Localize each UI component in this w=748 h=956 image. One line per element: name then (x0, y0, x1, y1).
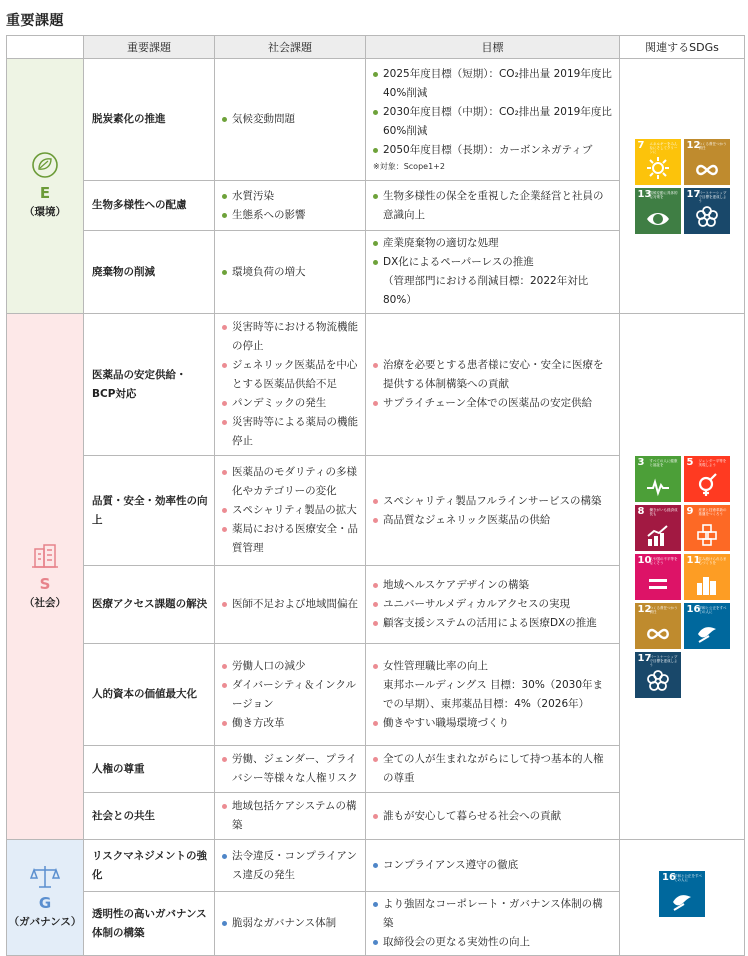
sdg-title: つくる責任つかう責任 (698, 141, 727, 150)
sdg-number: 3 (637, 456, 645, 468)
social-issues (215, 840, 366, 892)
list-item: 水質汚染 (222, 187, 359, 206)
sdg-badge (659, 871, 705, 917)
issue-name: 医薬品の安定供給・BCP対応 (84, 314, 215, 456)
equal-icon (646, 573, 670, 595)
sdg-title: 産業と技術革新の基盤をつくろう (698, 507, 727, 516)
list-item: DX化によるペーパーレスの推進 (373, 253, 613, 272)
category-letter: G (38, 893, 52, 912)
goals (366, 793, 620, 840)
list-item: 働き方改革 (222, 714, 359, 733)
list-item: 産業廃棄物の適切な処理 (373, 234, 613, 253)
list-item: より強固なコーポレート・ガバナンス体制の構築 (373, 895, 613, 933)
list-item: 医薬品のモダリティの多様化やカテゴリーの変化 (222, 463, 359, 501)
category-name: （社会） (24, 596, 66, 609)
list-item: 環境負荷の増大 (222, 263, 359, 282)
sdg-title: パートナーシップで目標を達成しよう (698, 190, 727, 203)
header-category (7, 36, 84, 59)
list-item: 地域ヘルスケアデザインの構築 (373, 576, 613, 595)
sdg-badge (635, 554, 681, 600)
sdg-badge (635, 505, 681, 551)
list-item: スペシャリティ製品の拡大 (222, 501, 359, 520)
sdg-title: 平和と公正をすべての人に (674, 874, 702, 882)
sdg-number: 11 (686, 554, 701, 566)
sdg-grid-g (659, 871, 705, 917)
sdg-number: 13 (637, 188, 652, 200)
leaf-globe-icon (30, 150, 60, 180)
issue-name: 脱炭素化の推進 (84, 59, 215, 181)
list-item: 法令違反・コンプライアンス違反の発生 (222, 847, 359, 885)
category-s (7, 314, 84, 840)
category-name: （ガバナンス） (8, 915, 82, 928)
sdg-title: 働きがいも経済成長も (649, 507, 678, 516)
goals (366, 892, 620, 956)
issue-name: 透明性の高いガバナンス体制の構築 (84, 892, 215, 956)
goals (366, 746, 620, 793)
gender-icon (695, 473, 719, 497)
sdg-badge (684, 139, 730, 185)
issue-name: 人権の尊重 (84, 746, 215, 793)
list-item: 薬局における医療安全・品質管理 (222, 520, 359, 558)
list-item: 地域包括ケアシステムの構築 (222, 797, 359, 835)
sdg-number: 9 (686, 505, 694, 517)
city-icon (695, 573, 719, 595)
sdg-number: 17 (637, 652, 652, 664)
social-issues (215, 892, 366, 956)
heartbeat-icon (646, 477, 670, 497)
infinity-icon (695, 160, 719, 180)
dove-icon (670, 890, 694, 912)
sdg-number: 16 (662, 872, 676, 883)
header-sdgs: 関連するSDGs (620, 36, 745, 59)
sdgs-e (620, 59, 745, 314)
sdg-title: エネルギーをみんなにそしてクリーンに (649, 141, 678, 154)
category-name: （環境） (24, 206, 66, 218)
list-item: 生物多様性の保全を重視した企業経営と社員の意識向上 (373, 187, 613, 225)
goals (366, 314, 620, 456)
sdg-title: 住み続けられるまちづくりを (698, 556, 727, 565)
sdg-number: 7 (637, 139, 645, 151)
issue-name: 人的資本の価値最大化 (84, 644, 215, 746)
sdgs-g (620, 840, 745, 956)
list-item: 脆弱なガバナンス体制 (222, 914, 359, 933)
goals (366, 181, 620, 231)
list-item: 取締役会の更なる実効性の向上 (373, 933, 613, 952)
list-item: 働きやすい職場環境づくり (373, 714, 613, 733)
sdg-number: 8 (637, 505, 645, 517)
sdg-badge (684, 603, 730, 649)
header-goal: 目標 (366, 36, 620, 59)
list-item: サプライチェーン全体での医薬品の安定供給 (373, 394, 613, 413)
sdg-number: 5 (686, 456, 694, 468)
buildings-icon (30, 541, 60, 571)
list-item: スペシャリティ製品フルラインサービスの構築 (373, 492, 613, 511)
sdg-title: すべての人に健康と福祉を (649, 458, 678, 467)
list-item: ダイバーシティ＆インクルージョン (222, 676, 359, 714)
social-issues (215, 746, 366, 793)
sdg-number: 10 (637, 554, 652, 566)
list-item: 生態系への影響 (222, 206, 359, 225)
sdg-title: つくる責任つかう責任 (649, 605, 678, 614)
sdg-title: ジェンダー平等を実現しよう (698, 458, 727, 467)
list-item: 2030年度目標（中期）：CO₂排出量 2019年度比60%削減 (373, 103, 613, 141)
sdg-badge (684, 188, 730, 234)
social-issues (215, 644, 366, 746)
sdg-badge (635, 139, 681, 185)
category-g (7, 840, 84, 956)
goals (366, 59, 620, 181)
sdg-badge (635, 188, 681, 234)
goal-detail: （管理部門における削減目標：2022年対比80%） (383, 275, 589, 306)
issue-name: 廃棄物の削減 (84, 231, 215, 314)
social-issues (215, 59, 366, 181)
social-issues (215, 314, 366, 456)
row-e1 (7, 59, 745, 181)
issue-name: 生物多様性への配慮 (84, 181, 215, 231)
category-letter: E (39, 184, 51, 202)
goals (366, 566, 620, 644)
sdg-badge (684, 554, 730, 600)
social-issues (215, 566, 366, 644)
list-item: パンデミックの発生 (222, 394, 359, 413)
dove-icon (695, 622, 719, 644)
list-item: ユニバーサルメディカルアクセスの実現 (373, 595, 613, 614)
infinity-icon (646, 624, 670, 644)
category-e (7, 59, 84, 314)
category-letter: S (39, 574, 51, 593)
row-s1 (7, 314, 745, 456)
sdg-badge (684, 505, 730, 551)
growth-icon (646, 524, 670, 546)
list-item: 医師不足および地域間偏在 (222, 595, 359, 614)
sdg-title: パートナーシップで目標を達成しよう (649, 654, 678, 667)
list-item: 労働、ジェンダー、プライバシー等様々な人権リスク (222, 750, 359, 788)
list-item: 女性管理職比率の向上 (373, 657, 613, 676)
list-item: 2050年度目標（長期）：カーボンネガティブ (373, 141, 613, 160)
row-g1 (7, 840, 745, 892)
issue-name: 医療アクセス課題の解決 (84, 566, 215, 644)
sdg-title: 人や国の不平等をなくそう (649, 556, 678, 565)
scales-icon (30, 864, 60, 890)
list-item: 災害時等による薬局の機能停止 (222, 413, 359, 451)
sdg-title: 気候変動に具体的な対策を (649, 190, 678, 199)
goal-note: ※対象：Scope1+2 (373, 162, 445, 171)
list-item: 全ての人が生まれながらにして持つ基本的人権の尊重 (373, 750, 613, 788)
sdg-badge (635, 603, 681, 649)
list-item: コンプライアンス遵守の徹底 (373, 856, 613, 875)
flower-icon (695, 205, 719, 229)
flower-icon (646, 669, 670, 693)
sdg-badge (635, 652, 681, 698)
issue-name: 品質・安全・効率性の向上 (84, 456, 215, 566)
header-issue: 重要課題 (84, 36, 215, 59)
sdg-number: 16 (686, 603, 701, 615)
eye-globe-icon (646, 209, 670, 229)
list-item: 2025年度目標（短期）：CO₂排出量 2019年度比40%削減 (373, 65, 613, 103)
goals (366, 456, 620, 566)
materiality-table (6, 35, 745, 956)
sdgs-s (620, 314, 745, 840)
list-item: 災害時等における物流機能の停止 (222, 318, 359, 356)
sdg-number: 17 (686, 188, 701, 200)
sdg-title: 平和と公正をすべての人に (698, 605, 727, 614)
list-item: 誰もが安心して暮らせる社会への貢献 (373, 807, 613, 826)
social-issues (215, 181, 366, 231)
social-issues (215, 231, 366, 314)
header-social: 社会課題 (215, 36, 366, 59)
sdg-grid-e (635, 139, 730, 234)
list-item: 労働人口の減少 (222, 657, 359, 676)
sdg-badge (684, 456, 730, 502)
goals (366, 231, 620, 314)
list-item: 高品質なジェネリック医薬品の供給 (373, 511, 613, 530)
issue-name: 社会との共生 (84, 793, 215, 840)
goal-detail: 東邦ホールディングス 目標：30%（2030年までの早期）、東邦薬品目標：4%（2026年） (383, 678, 604, 710)
sun-icon (646, 156, 670, 180)
list-item: 顧客支援システムの活用による医療DXの推進 (373, 614, 613, 633)
list-item: 治療を必要とする患者様に安心・安全に医療を提供する体制構築への貢献 (373, 356, 613, 394)
sdg-badge (635, 456, 681, 502)
cubes-icon (695, 524, 719, 546)
goals (366, 644, 620, 746)
list-item: 気候変動問題 (222, 110, 359, 129)
social-issues (215, 793, 366, 840)
page-title: 重要課題 (6, 13, 64, 29)
sdg-number: 12 (686, 139, 701, 151)
list-item: ジェネリック医薬品を中心とする医薬品供給不足 (222, 356, 359, 394)
sdg-number: 12 (637, 603, 652, 615)
social-issues (215, 456, 366, 566)
issue-name: リスクマネジメントの強化 (84, 840, 215, 892)
header-row (7, 36, 745, 59)
goals (366, 840, 620, 892)
sdg-grid-s (635, 456, 730, 698)
